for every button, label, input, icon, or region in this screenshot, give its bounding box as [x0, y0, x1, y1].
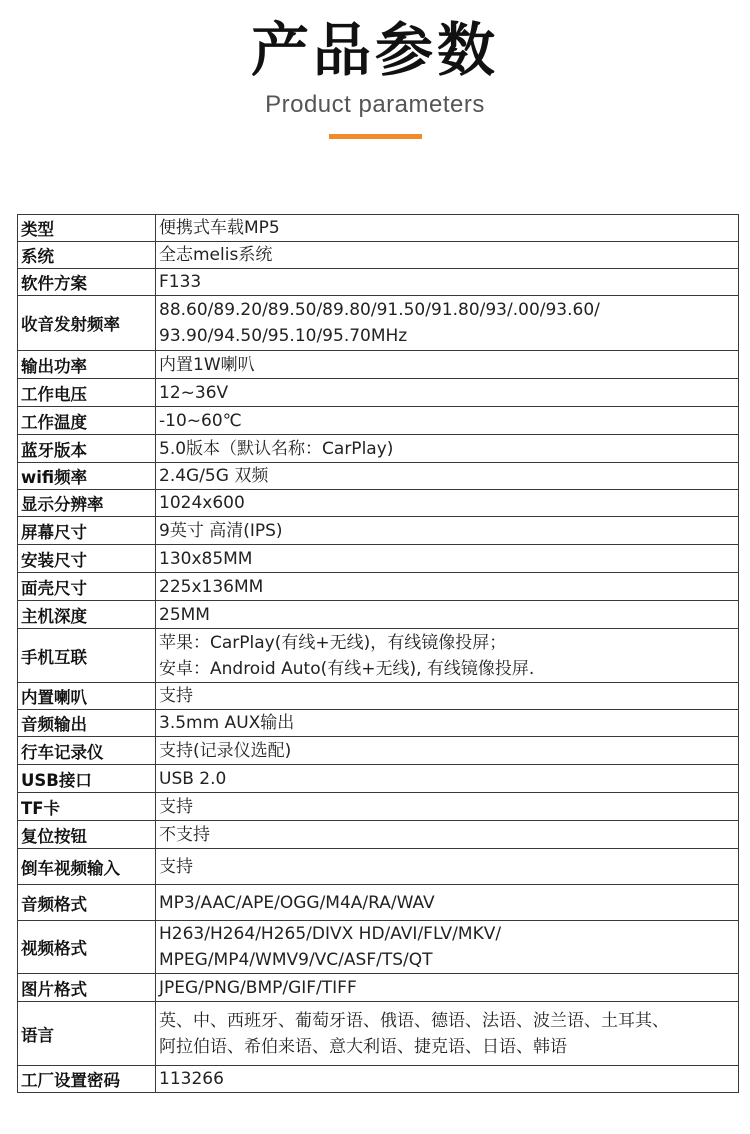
spec-value-line: 支持(记录仪选配): [159, 740, 292, 761]
spec-value: [156, 710, 739, 737]
spec-row: [18, 793, 739, 821]
spec-label: 内置喇叭: [18, 683, 156, 710]
spec-value: [156, 601, 739, 629]
spec-row: [18, 921, 739, 974]
spec-value-line: 25MM: [159, 604, 210, 625]
page-subtitle: Product parameters: [265, 91, 485, 118]
spec-value-line: 1024x600: [159, 493, 245, 513]
spec-value: [156, 1002, 739, 1066]
spec-row: [18, 1066, 739, 1093]
spec-label: 工作温度: [18, 407, 156, 435]
spec-value-line: 安卓：Android Auto(有线+无线), 有线镜像投屏.: [159, 658, 535, 679]
page-title: 产品参数: [250, 16, 499, 84]
spec-value-line: 便携式车载MP5: [159, 218, 280, 238]
spec-value-line: F133: [159, 272, 202, 292]
spec-row: [18, 379, 739, 407]
spec-row: [18, 974, 739, 1002]
spec-label: 工作电压: [18, 379, 156, 407]
spec-label: TF卡: [18, 793, 156, 821]
spec-row: [18, 269, 739, 296]
spec-row: [18, 601, 739, 629]
spec-label: 音频格式: [18, 885, 156, 921]
spec-row: [18, 629, 739, 683]
spec-value-line: 130x85MM: [159, 548, 253, 569]
spec-value: [156, 1066, 739, 1093]
spec-value-line: 苹果：CarPlay(有线+无线)，有线镜像投屏；: [159, 632, 507, 653]
spec-row: [18, 517, 739, 545]
spec-value-line: JPEG/PNG/BMP/GIF/TIFF: [159, 977, 357, 998]
spec-label: 手机互联: [18, 629, 156, 683]
spec-value-line: 不支持: [159, 824, 210, 845]
spec-label: 输出功率: [18, 351, 156, 379]
spec-value-line: 5.0版本（默认名称：CarPlay): [159, 438, 394, 459]
spec-label: 收音发射频率: [18, 296, 156, 351]
spec-label: 类型: [18, 215, 156, 242]
spec-row: [18, 435, 739, 463]
spec-label: 系统: [18, 242, 156, 269]
spec-value: [156, 849, 739, 885]
spec-value-line: H263/H264/H265/DIVX HD/AVI/FLV/MKV/: [159, 924, 502, 944]
spec-value: [156, 545, 739, 573]
spec-value-line: 内置1W喇叭: [159, 354, 255, 375]
spec-label: 倒车视频输入: [18, 849, 156, 885]
spec-value-line: USB 2.0: [159, 768, 227, 789]
spec-label: 图片格式: [18, 974, 156, 1002]
spec-row: [18, 765, 739, 793]
spec-row: [18, 885, 739, 921]
spec-value: [156, 215, 739, 242]
title-accent-divider: [329, 134, 422, 139]
spec-row: [18, 849, 739, 885]
spec-row: [18, 545, 739, 573]
spec-label: 音频输出: [18, 710, 156, 737]
spec-value-line: 支持: [159, 856, 193, 877]
spec-label: wifi频率: [18, 463, 156, 490]
spec-value-line: 225x136MM: [159, 576, 264, 597]
spec-row: [18, 490, 739, 517]
spec-value-line: 113266: [159, 1069, 224, 1089]
spec-value-line: 12~36V: [159, 382, 229, 403]
spec-value: [156, 351, 739, 379]
spec-value: [156, 683, 739, 710]
spec-row: [18, 463, 739, 490]
spec-value: [156, 974, 739, 1002]
spec-value-line: MPEG/MP4/WMV9/VC/ASF/TS/QT: [159, 950, 433, 970]
spec-value: [156, 435, 739, 463]
spec-value: [156, 490, 739, 517]
spec-label: 行车记录仪: [18, 737, 156, 765]
spec-label: 语言: [18, 1002, 156, 1066]
spec-value-line: 支持: [159, 796, 193, 817]
spec-row: [18, 710, 739, 737]
spec-value: [156, 242, 739, 269]
spec-label: 屏幕尺寸: [18, 517, 156, 545]
spec-value-line: 3.5mm AUX输出: [159, 713, 295, 733]
spec-value: [156, 296, 739, 351]
spec-value: [156, 765, 739, 793]
spec-label: USB接口: [18, 765, 156, 793]
spec-row: [18, 683, 739, 710]
spec-label: 安装尺寸: [18, 545, 156, 573]
spec-value-line: 支持: [159, 686, 193, 706]
spec-value-line: 全志melis系统: [159, 245, 273, 265]
spec-value: [156, 921, 739, 974]
spec-value: [156, 793, 739, 821]
spec-row: [18, 407, 739, 435]
spec-value: [156, 463, 739, 490]
spec-value: [156, 737, 739, 765]
spec-value-line: 93.90/94.50/95.10/95.70MHz: [159, 326, 408, 346]
spec-value-line: 阿拉伯语、希伯来语、意大利语、捷克语、日语、韩语: [159, 1036, 567, 1057]
spec-value-line: 英、中、西班牙、葡萄牙语、俄语、德语、法语、波兰语、土耳其、: [159, 1010, 669, 1031]
spec-label: 工厂设置密码: [18, 1066, 156, 1093]
spec-value: [156, 821, 739, 849]
spec-row: [18, 821, 739, 849]
spec-label: 主机深度: [18, 601, 156, 629]
spec-label: 蓝牙版本: [18, 435, 156, 463]
spec-value: [156, 517, 739, 545]
spec-value: [156, 629, 739, 683]
spec-table-body: [18, 215, 739, 1093]
spec-table: [17, 214, 739, 1093]
spec-label: 显示分辨率: [18, 490, 156, 517]
spec-value: [156, 269, 739, 296]
spec-value: [156, 407, 739, 435]
spec-value: [156, 573, 739, 601]
spec-row: [18, 351, 739, 379]
spec-value-line: 9英寸 高清(IPS): [159, 520, 283, 541]
spec-row: [18, 573, 739, 601]
spec-row: [18, 1002, 739, 1066]
spec-row: [18, 296, 739, 351]
spec-label: 视频格式: [18, 921, 156, 974]
spec-value-line: -10~60℃: [159, 410, 242, 431]
spec-value-line: 88.60/89.20/89.50/89.80/91.50/91.80/93/.00/93.60/: [159, 300, 600, 320]
spec-row: [18, 737, 739, 765]
spec-value-line: MP3/AAC/APE/OGG/M4A/RA/WAV: [159, 892, 435, 913]
spec-value: [156, 885, 739, 921]
spec-value-line: 2.4G/5G 双频: [159, 466, 269, 486]
spec-label: 软件方案: [18, 269, 156, 296]
spec-label: 面壳尺寸: [18, 573, 156, 601]
spec-row: [18, 242, 739, 269]
spec-value: [156, 379, 739, 407]
spec-label: 复位按钮: [18, 821, 156, 849]
spec-row: [18, 215, 739, 242]
